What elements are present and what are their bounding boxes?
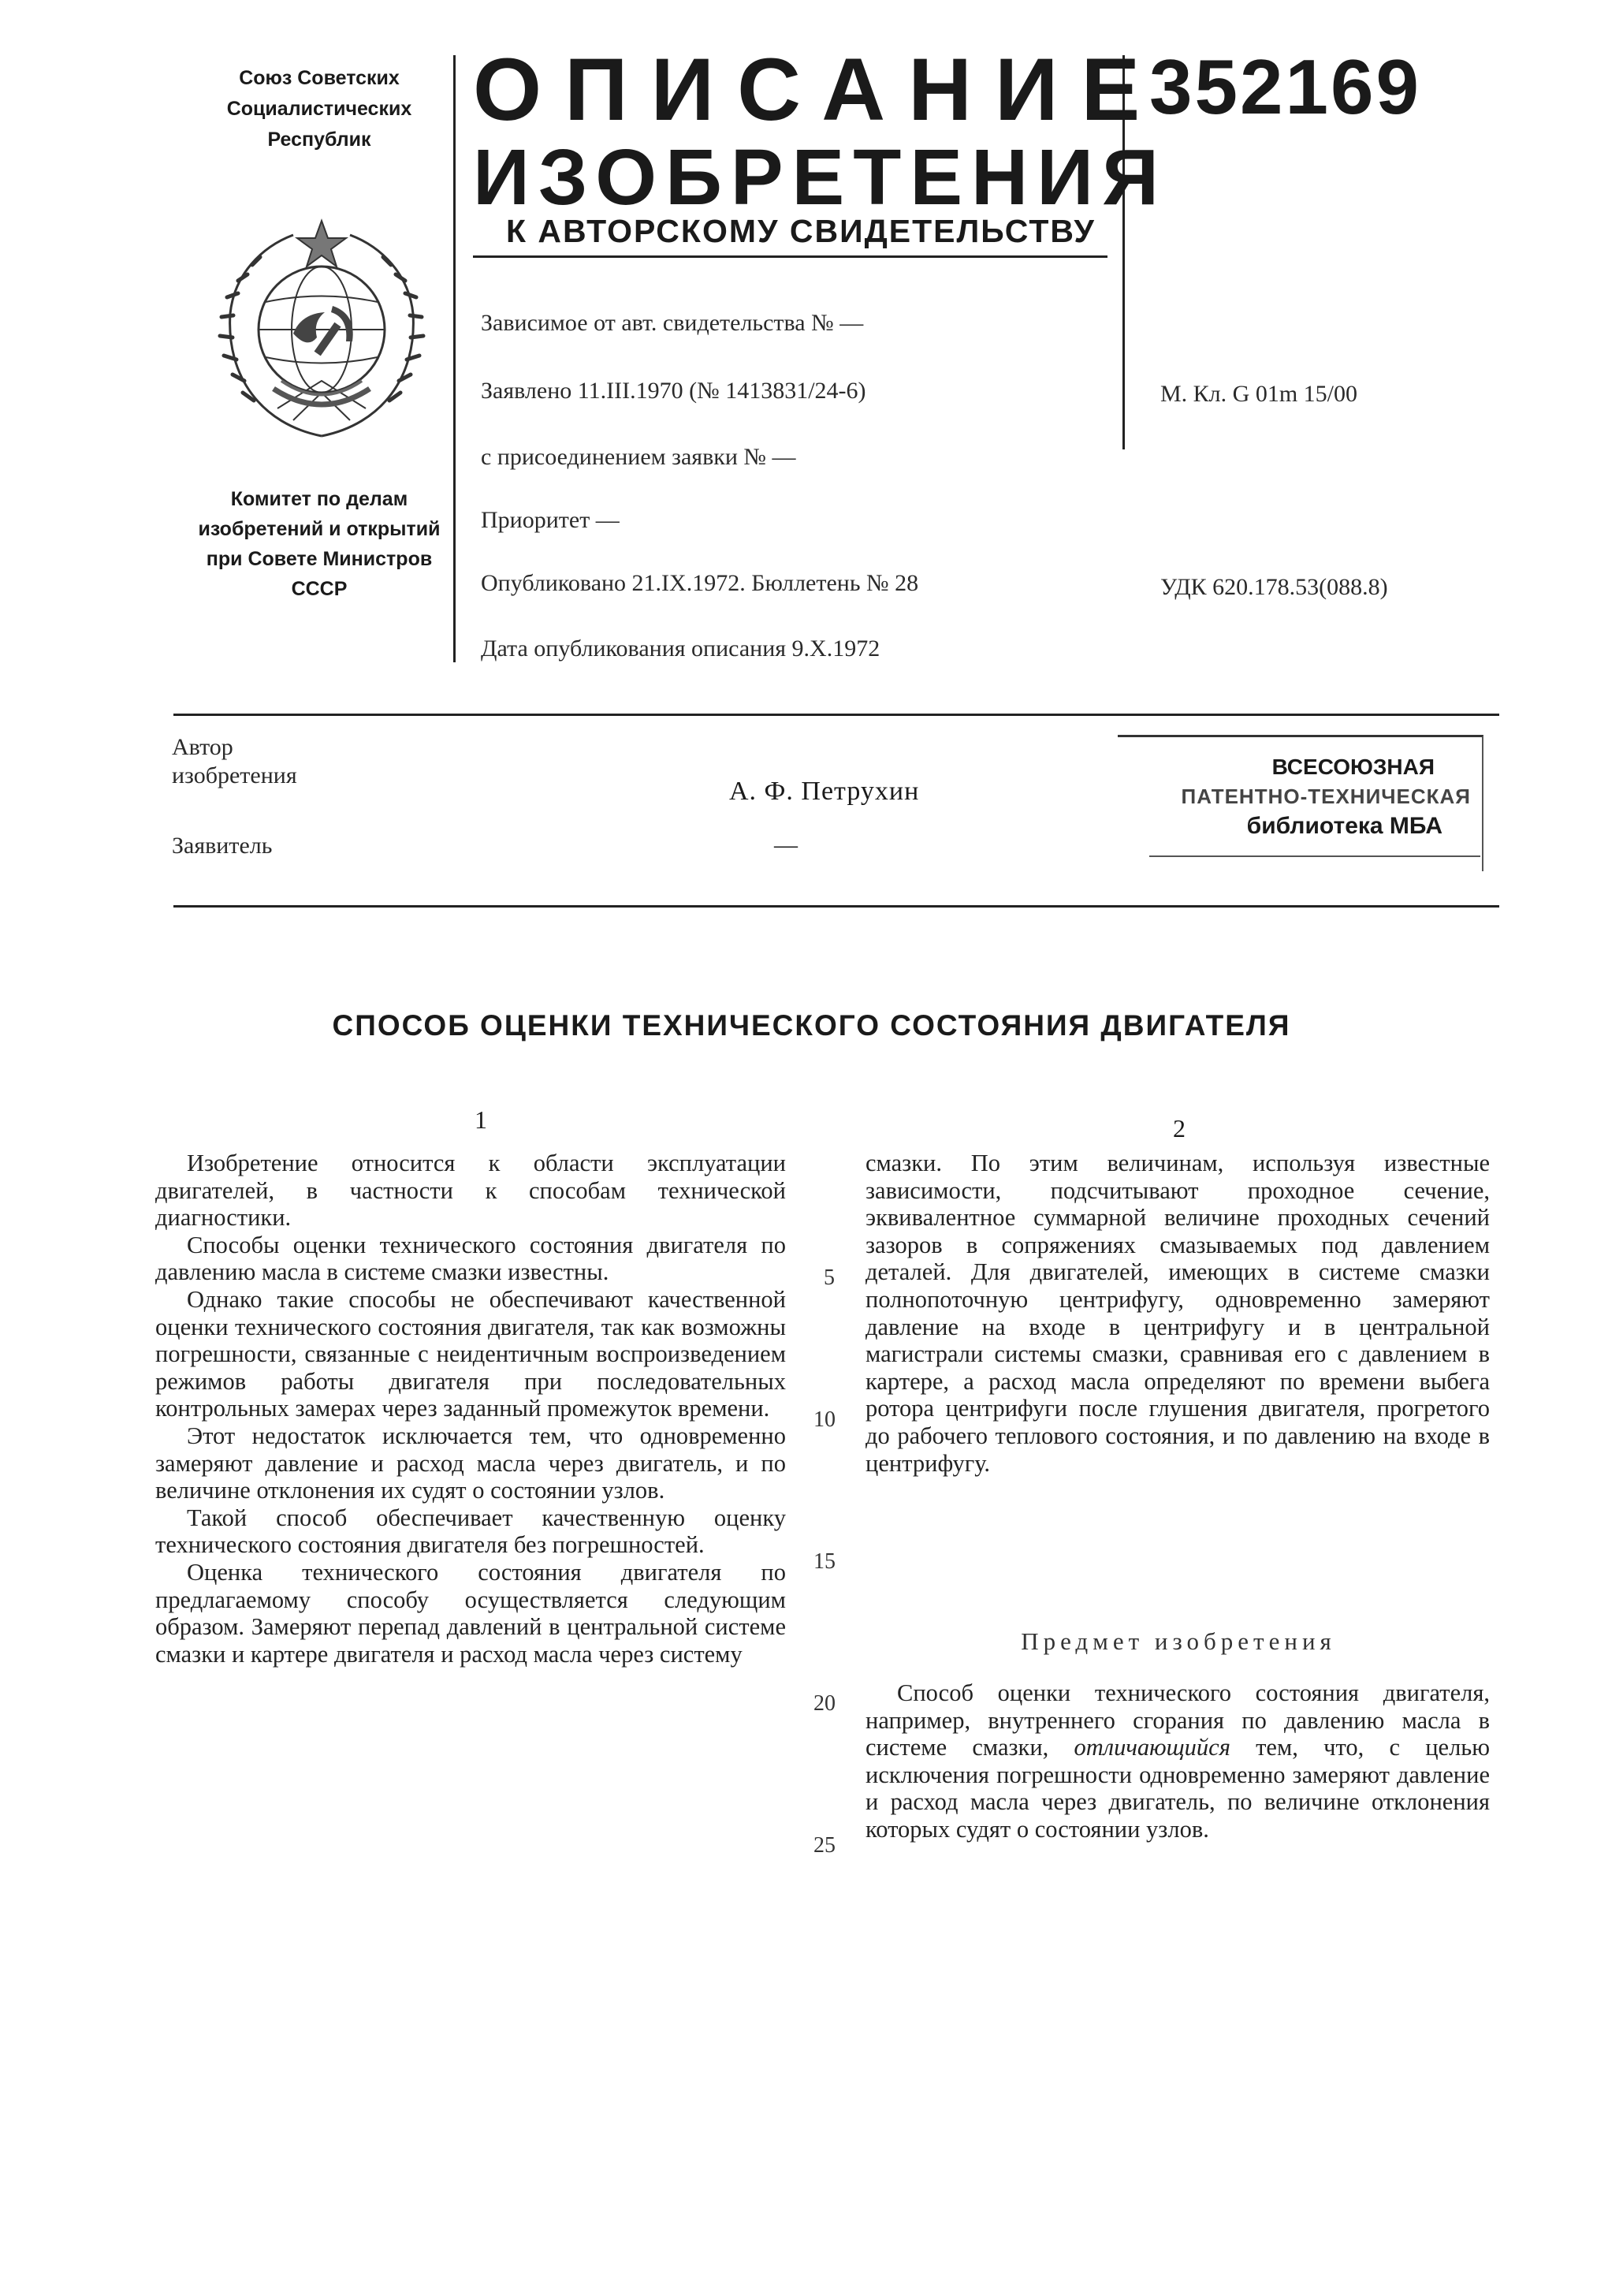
column-number: 2 [1173,1114,1186,1142]
priority-line: Приоритет — [481,507,620,533]
author-name: А. Ф. Петрухин [729,777,920,806]
stamp-underline [1149,855,1480,857]
paragraph: Однако такие способы не обеспечивают качественной оценки технического состояния двигателя, так как возможны погрешности, связанные с неидентичным воспроизведением режимов работы двигателя при последовательных контрольных замерах через заданный промежуток времени. [155,1285,786,1422]
paragraph: Этот недостаток исключается тем, что одновременно замеряют давление и расход масла через двигатель, и по величине отклонения их судят о состоянии узлов. [155,1422,786,1504]
applicant-value: — [774,832,798,858]
line-number: 5 [824,1265,835,1290]
line-number: 20 [813,1691,836,1716]
claims-heading: Предмет изобретения [1021,1627,1336,1655]
line-number: 10 [813,1407,836,1432]
column-left [155,1150,786,1668]
author-label [172,733,297,790]
claim-paragraph [865,1679,1490,1843]
state-name [201,63,437,155]
author-label-line: Автор [172,734,233,760]
paragraph: Изобретение относится к области эксплуатации двигателей, в частности к способам технической диагностики. [155,1150,786,1232]
claims-text [865,1679,1490,1843]
appended-line: с присоединением заявки № — [481,444,796,470]
library-stamp [1118,735,1483,871]
state-line: Социалистических [226,98,412,120]
stamp-line: ВСЕСОЮЗНАЯ [1271,755,1435,779]
column-right [865,1150,1490,1477]
committee-line: Комитет по делам [230,488,408,510]
stamp-line: ПАТЕНТНО-ТЕХНИЧЕСКАЯ [1181,785,1471,808]
committee-line: изобретений и открытий [198,518,441,540]
paragraph: смазки. По этим величинам, используя известные зависимости, подсчитывают проходное сечение, эквивалентное суммарной величине проходных сечений зазоров в сопряжениях смазываемых под давлением деталей. Для двигателей, имеющих в системе смазки полнопоточную центрифугу, одновременно замеряют давление на входе в центрифугу и в центральной магистрали системы смазки, сравнивая его с давлением в картере, а расход масла определяют по времени выбега ротора центрифуги после глушения двигателя, прогретого до рабочего теплового состояния, и по давлению на входе в центрифугу. [865,1150,1490,1477]
claim-part: тем, что, с целью исключения погрешности одновременно замеряют давление и расход масла через двигатель, по величине отклонения которых судят о состоянии узлов. [865,1734,1490,1843]
doc-type-subtitle: ИЗОБРЕТЕНИЯ [473,133,1168,222]
line-number: 15 [813,1549,836,1574]
applicant-label: Заявитель [172,833,273,859]
published-line: Опубликовано 21.IX.1972. Бюллетень № 28 [481,570,919,596]
column-number: 1 [475,1105,487,1134]
line-number: 25 [813,1833,836,1858]
committee-line: при Совете Министров [206,548,433,570]
state-line: Республик [267,129,371,151]
author-rule [173,905,1499,908]
invention-title: СПОСОБ ОЦЕНКИ ТЕХНИЧЕСКОГО СОСТОЯНИЯ ДВИГАТЕЛЯ [332,1009,1291,1042]
doc-type-title: ОПИСАНИЕ [473,40,1163,139]
claim-italic: отличающийся [1074,1734,1230,1761]
patent-number: 352169 [1149,43,1422,130]
udc-code: УДК 620.178.53(088.8) [1160,574,1388,600]
committee-name [189,484,449,604]
state-line: Союз Советских [239,67,400,89]
ussr-emblem-icon [207,211,437,448]
committee-line: СССР [291,578,348,600]
description-date-line: Дата опубликования описания 9.X.1972 [481,636,880,662]
paragraph: Способы оценки технического состояния двигателя по давлению масла в системе смазки известны. [155,1231,786,1286]
paragraph: Оценка технического состояния двигателя по предлагаемому способу осуществляется следующим образом. Замеряют перепад давлений в центральной системе смазки и картере двигателя и расход масла через систему [155,1558,786,1668]
certificate-type: К АВТОРСКОМУ СВИДЕТЕЛЬСТВУ [506,213,1096,249]
dependent-line: Зависимое от авт. свидетельства № — [481,310,864,336]
claim-part: Способ оценки технического состояния двигателя, например, внутреннего сгорания по давлению масла в системе смазки, [865,1679,1490,1761]
author-label-line: изобретения [172,762,297,788]
filed-line: Заявлено 11.III.1970 (№ 1413831/24-6) [481,378,866,404]
stamp-line: библиотека МБА [1246,813,1442,839]
header-rule [173,714,1499,716]
vertical-divider [453,55,456,662]
paragraph: Такой способ обеспечивает качественную оценку технического состояния двигателя без погрешностей. [155,1504,786,1559]
classification: М. Кл. G 01m 15/00 [1160,381,1357,407]
title-underline [473,255,1107,258]
